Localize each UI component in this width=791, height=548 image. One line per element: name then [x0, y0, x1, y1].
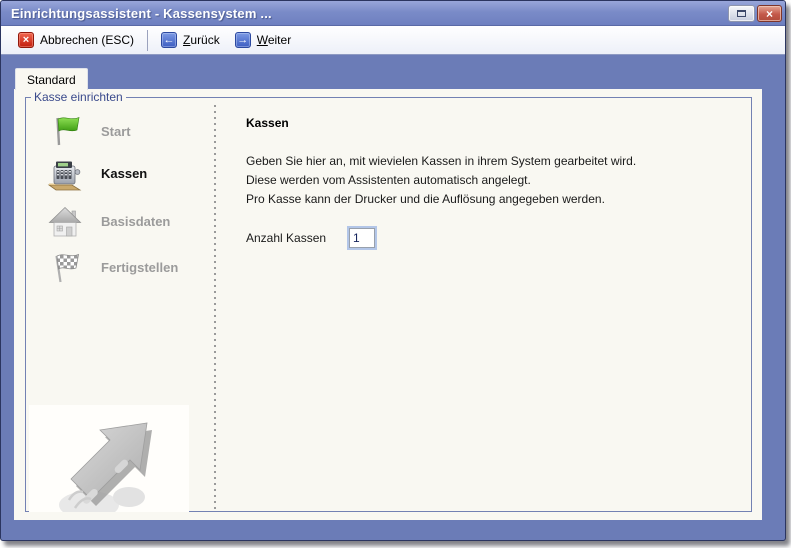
- checkered-flag-icon: [46, 248, 84, 286]
- tab-page: [14, 89, 762, 520]
- sidebar-item-label: Kassen: [101, 165, 148, 181]
- sidebar-item-label: Basisdaten: [101, 213, 171, 229]
- next-button-label: Weiter: [256, 33, 292, 47]
- description-line: Diese werden vom Assistenten automatisch angelegt.: [246, 173, 531, 187]
- arrow-left-icon: ←: [161, 32, 177, 48]
- groupbox-label: Kasse einrichten: [31, 90, 126, 104]
- description-line: Geben Sie hier an, mit wievielen Kassen in ihrem System gearbeitet wird.: [246, 154, 637, 168]
- cancel-button[interactable]: [18, 32, 134, 48]
- restore-button[interactable]: [728, 5, 755, 22]
- restore-icon: [737, 10, 746, 17]
- wizard-toolbar: [1, 26, 785, 55]
- cancel-x-icon: ×: [18, 32, 34, 48]
- sidebar-item-label: Start: [101, 123, 131, 139]
- close-button[interactable]: [757, 5, 782, 22]
- tab-standard[interactable]: [15, 68, 88, 90]
- tab-standard-label: Standard: [27, 72, 76, 87]
- house-icon: [46, 202, 84, 240]
- content-description: [246, 152, 636, 209]
- arrow-photo: [29, 405, 189, 512]
- sidebar-item-fertigstellen[interactable]: [46, 247, 178, 287]
- back-button-label: Zurück: [183, 33, 220, 47]
- close-icon: ×: [765, 6, 773, 21]
- anzahl-kassen-input[interactable]: [349, 228, 375, 248]
- sidebar-item-kassen[interactable]: [46, 153, 147, 193]
- anzahl-kassen-label: Anzahl Kassen: [246, 231, 327, 245]
- content-heading: Kassen: [246, 116, 289, 130]
- cancel-button-label: Abbrechen (ESC): [40, 33, 135, 47]
- cash-register-icon: [46, 154, 84, 192]
- toolbar-separator: [147, 30, 148, 51]
- title-bar[interactable]: [1, 1, 785, 26]
- back-button[interactable]: [161, 32, 220, 48]
- description-line: Pro Kasse kann der Drucker und die Auflösung angegeben werden.: [246, 192, 605, 206]
- green-flag-icon: [46, 112, 84, 150]
- next-button[interactable]: [235, 32, 291, 48]
- sidebar-divider: [214, 105, 216, 510]
- sidebar-item-basisdaten[interactable]: [46, 201, 170, 241]
- sidebar-item-start[interactable]: [46, 111, 131, 151]
- arrow-right-icon: →: [235, 32, 251, 48]
- window-title: Einrichtungsassistent - Kassensystem ...: [11, 6, 272, 21]
- anzahl-kassen-row: [246, 228, 375, 248]
- sidebar-item-label: Fertigstellen: [101, 259, 179, 275]
- hands-holding-arrow-icon: [29, 405, 189, 512]
